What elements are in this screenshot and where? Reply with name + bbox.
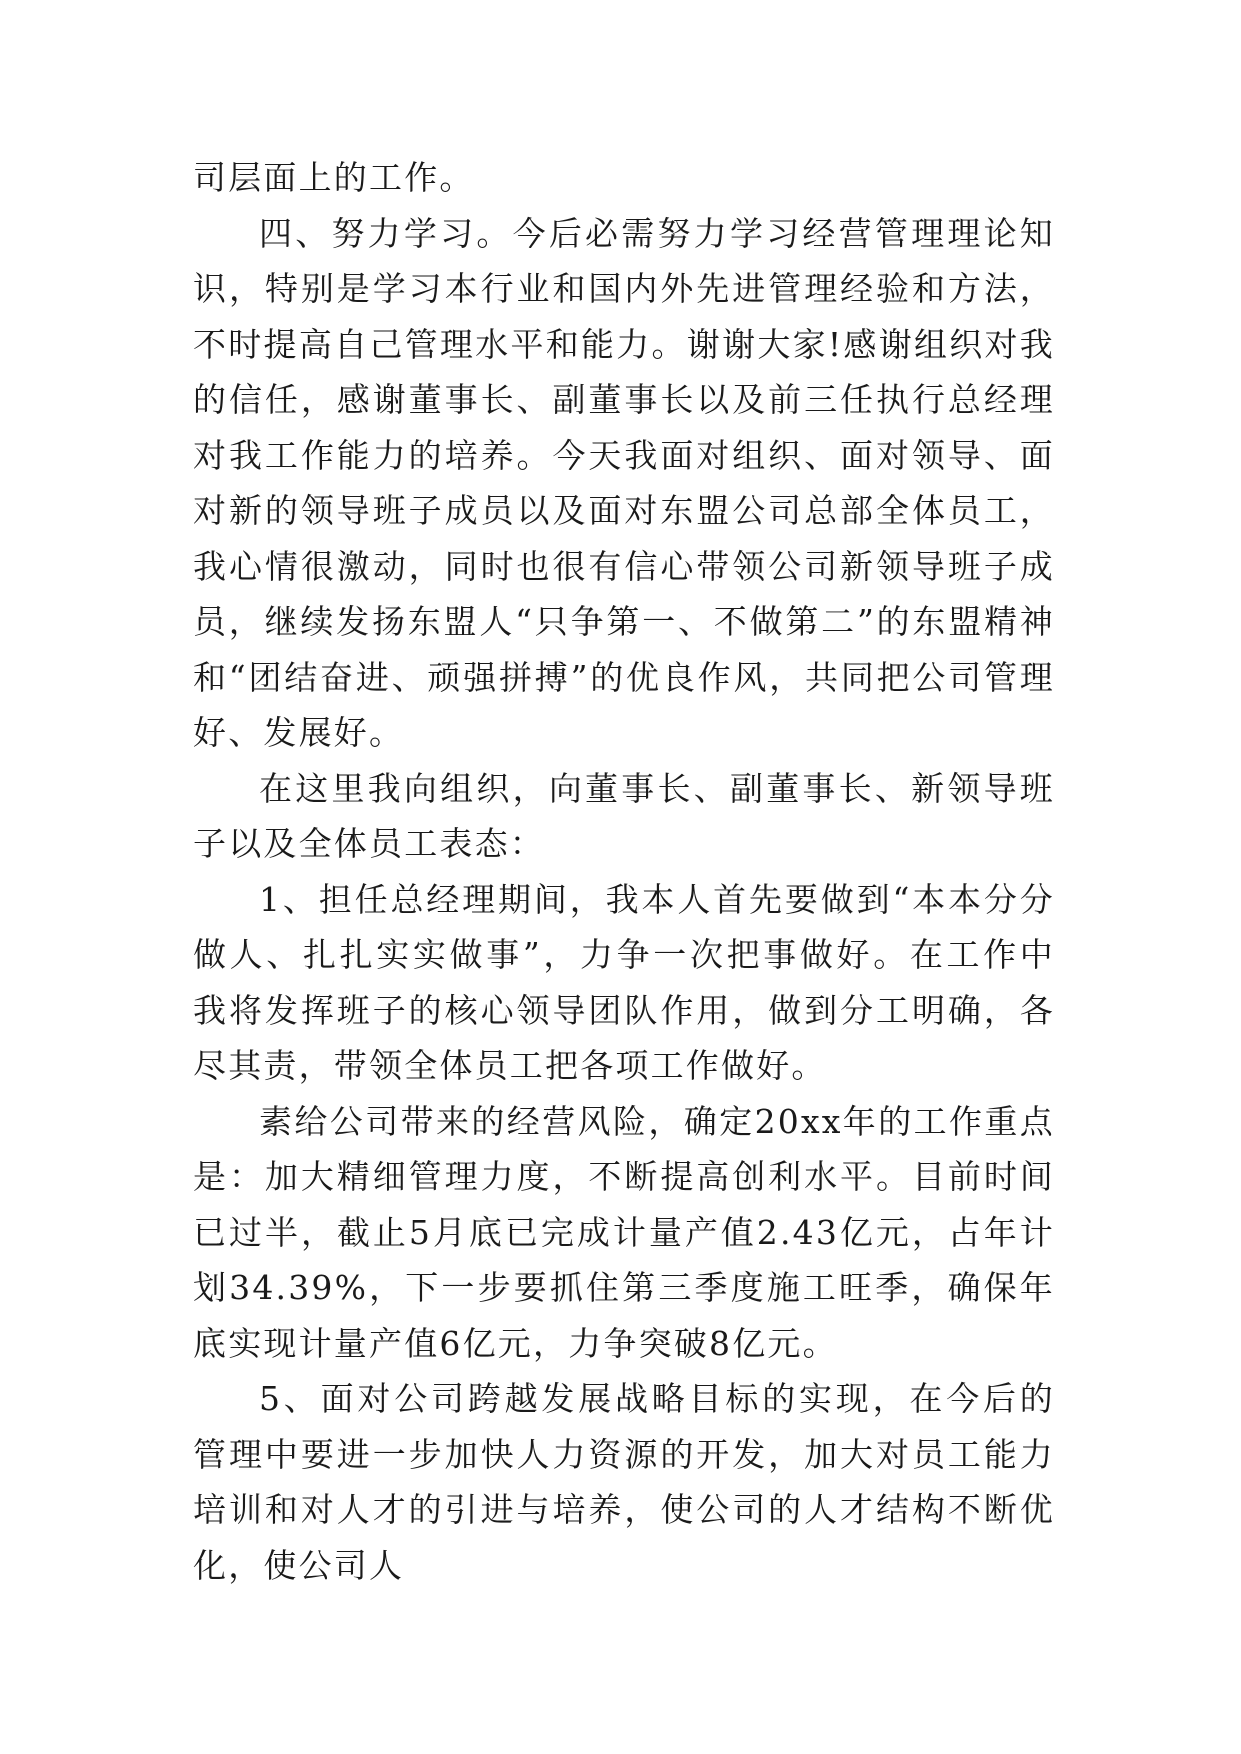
document-body [193, 150, 1055, 1593]
paragraph-point-5: 5、面对公司跨越发展战略目标的实现，在今后的管理中要进一步加快人力资源的开发，加大对员工能力培训和对人才的引进与培养，使公司的人才结构不断优化，使公司人 [193, 1379, 1055, 1585]
paragraph-pledge-intro: 在这里我向组织，向董事长、副董事长、新领导班子以及全体员工表态： [193, 768, 1055, 863]
paragraph-point-1: 1、担任总经理期间，我本人首先要做到“本本分分做人、扎扎实实做事”，力争一次把事做好。在工作中我将发挥班子的核心领导团队作用，做到分工明确，各尽其责，带领全体员工把各项工作做好。 [193, 879, 1055, 1085]
paragraph-continuation: 司层面上的工作。 [193, 158, 475, 197]
paragraph-study: 四、努力学习。今后必需努力学习经营管理理论知识，特别是学习本行业和国内外先进管理经验和方法，不时提高自己管理水平和能力。谢谢大家!感谢组织对我的信任，感谢董事长、副董事长以及前三任执行总经理对我工作能力的培养。今天我面对组织、面对领导、面对新的领导班子成员以及面对东盟公司总部全体员工，我心情很激动，同时也很有信心带领公司新领导班子成员，继续发扬东盟人“只争第一、不做第二”的东盟精神和“团结奋进、顽强拼搏”的优良作风，共同把公司管理好、发展好。 [193, 213, 1055, 752]
paragraph-work-focus: 素给公司带来的经营风险，确定20xx年的工作重点是：加大精细管理力度，不断提高创利水平。目前时间已过半，截止5月底已完成计量产值2.43亿元，占年计划34.39%，下一步要抓住第三季度施工旺季，确保年底实现计量产值6亿元，力争突破8亿元。 [193, 1101, 1055, 1363]
